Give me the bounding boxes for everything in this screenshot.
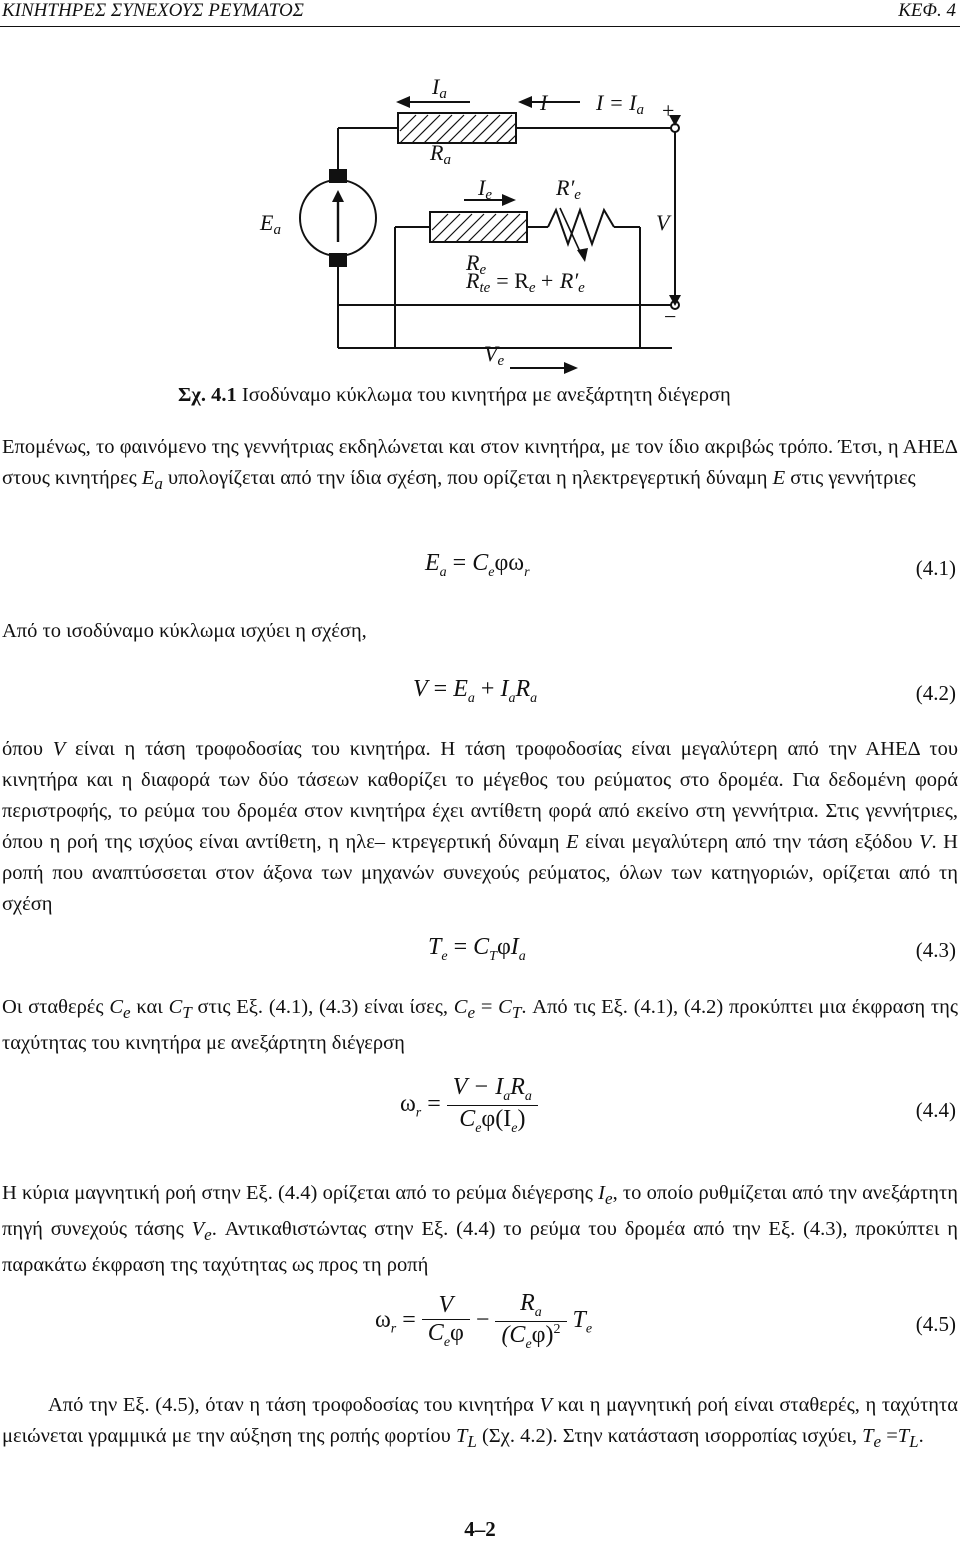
label-IeqIa: I = Ia [596,90,644,118]
label-Ea: Ea [260,210,281,238]
label-Ve: Ve [484,341,505,369]
field-resistor-Re [430,212,527,242]
rheostat-arrow-icon [577,248,588,262]
equation-4-2: $V = E_a + I_aR_a$ [413,676,538,706]
brush-bottom [330,254,346,266]
paragraph-5: Η κύρια μαγνητική ροή στην Εξ. (4.4) ορίζεται από το ρεύμα διέγερσης $I_e$, το οποίο ρυθμίζεται από την ανεξάρτητη πηγή συνεχούς τάσης $V_e$. Αντικαθιστώντας στην Εξ. (4.4) το ρεύμα του δρομέα από την Εξ. (4.3), προκύπτει η παρακάτω έκφραση της ταχύτητας ως προς τη ροπή [2,1182,958,1277]
label-Ra: Ra [430,140,451,168]
figure-caption-label: Σχ. 4.1 [178,384,237,406]
source-arrow-icon [332,190,344,202]
equation-4-4-fraction: $\frac{V - I_aR_a}{C_e\varphi(I_e)}$ [447,1074,538,1137]
label-I: I [540,90,548,115]
Ie-arrow-icon [502,194,516,206]
header-chapter-number: ΚΕΦ. 4 [898,0,956,21]
equation-4-5-number: (4.5) [915,1312,956,1336]
equation-4-1: $E_a = C_e\varphi\omega_r$ [425,550,530,580]
circuit-diagram [0,30,960,375]
label-Ie: Ie [478,175,492,203]
paragraph-2: Από το ισοδύναμο κύκλωμα ισχύει η σχέση, [2,620,367,642]
equation-4-5-fraction-1: $\frac{V}{C_e\varphi}$ [422,1292,470,1351]
running-header [0,0,960,27]
field-rheostat-Re-prime [548,210,614,244]
label-Re: Re [466,250,487,278]
brush-top [330,170,346,182]
paragraph-6: Από την Εξ. (4.5), όταν η τάση τροφοδοσίας του κινητήρα V και η μαγνητική ροή είναι σταθερές, η ταχύτητα μειώνεται γραμμικά με την αύξηση της ροπής φορτίου $T_L$ (Σχ. 4.2). Στην κατάσταση ισορροπίας ισχύει, $T_e =T_L$. [2,1394,959,1452]
header-chapter-title: ΚΙΝΗΤΗΡΕΣ ΣΥΝΕΧΟΥΣ ΡΕΥΜΑΤΟΣ [2,0,304,21]
equation-4-3: $T_e = C_T\varphi I_a$ [428,934,526,964]
figure-caption [178,384,731,407]
I-arrow-icon [518,96,532,108]
equation-4-5: $\omega_r$ = $\frac{V}{C_e\varphi}$ − $\frac{R_a}{(C_e\varphi)^2}$ $T_e$ [375,1290,593,1352]
equation-4-4-number: (4.4) [915,1098,956,1122]
paragraph-4: Οι σταθερές $C_e$ και $C_T$ στις Εξ. (4.1), (4.3) είναι ίσες, $C_e = C_T$. Από τις Εξ. (4.1), (4.2) προκύπτει μια έκφραση της ταχύτητας του κινητήρα με ανεξάρτητη διέγερση [2,996,958,1055]
page-number: 4–2 [464,1517,496,1541]
equation-4-1-number: (4.1) [915,556,956,580]
label-minus: − [664,304,677,329]
label-Rte: Rte = Re + R′e [466,268,585,296]
label-V: V [656,210,670,235]
label-plus: + [662,98,675,123]
paragraph-3: όπου V είναι η τάση τροφοδοσίας του κινητήρα. Η τάση τροφοδοσίας είναι μεγαλύτερη από την ΑΗΕΔ του κινητήρα και η διαφορά των δύο τάσεων καθορίζει το μέγεθος του ρεύματος στο δρομέα. Για δεδομένη φορά περιστροφής, το ρεύμα του δρομέα στον κινητήρα έχει αντίθετη φορά από εκείνο στη γεννήτρια. Στις γεννήτριες, όπου η ροή της ισχύος είναι αντίθετη, η ηλε– κτρεγερτική δύναμη E είναι μεγαλύτερη από την τάση εξόδου V. Η ροπή που αναπτύσσεται στον άξονα των μηχανών συνεχούς ρεύματος, όλων των κατηγοριών, ορίζεται από τη σχέση [2,738,958,915]
equation-4-5-fraction-2: $\frac{R_a}{(C_e\varphi)^2}$ [495,1290,566,1353]
Ve-arrow-icon [564,362,578,374]
equation-4-3-number: (4.3) [915,938,956,962]
label-Re-prime: R′e [556,175,581,203]
Ia-arrow-icon [396,96,410,108]
equation-4-4: $\omega_r$ = $\frac{V - I_aR_a}{C_e\varphi(I_e)}$ [400,1074,538,1137]
paragraph-1: Επομένως, το φαινόμενο της γεννήτριας εκδηλώνεται και στον κινητήρα, με τον ίδιο ακριβώς τρόπο. Έτσι, η ΑΗΕΔ στους κινητήρες $E_a$ υπολογίζεται από την ίδια σχέση, που ορίζεται η ηλεκτρεγερτική δύναμη E στις γεννήτριες [2,436,958,494]
label-Ia: Ia [432,74,447,102]
figure-caption-text: Ισοδύναμο κύκλωμα του κινητήρα με ανεξάρτητη διέγερση [236,384,731,406]
equation-4-2-number: (4.2) [915,681,956,705]
